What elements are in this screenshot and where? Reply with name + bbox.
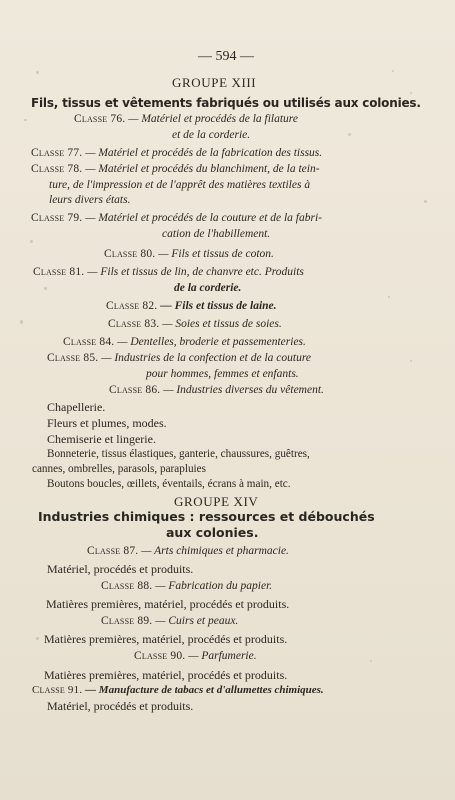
classe-90-entry bbox=[134, 651, 257, 663]
classe-label: Classe 78. bbox=[31, 163, 83, 175]
classe-label: Classe 91. bbox=[32, 684, 83, 696]
list-item: Fleurs et plumes, modes. bbox=[47, 416, 167, 430]
classe-label: Classe 76. bbox=[74, 113, 126, 125]
classe-91-entry bbox=[32, 685, 324, 696]
classe-text: — Matériel et procédés du blanchiment, de la tein- bbox=[85, 163, 320, 175]
classe-label: Classe 79. bbox=[31, 212, 83, 224]
paper-speck bbox=[370, 660, 372, 662]
classe-88-entry bbox=[101, 581, 272, 593]
classe-87-sub: Matériel, procédés et produits. bbox=[47, 562, 194, 576]
classe-76-cont: et de la corderie. bbox=[172, 129, 251, 141]
classe-text: — Matériel et procédés de la fabrication des tissus. bbox=[85, 147, 323, 159]
classe-86-entry bbox=[109, 385, 324, 397]
classe-89-entry bbox=[101, 616, 238, 628]
classe-label: Classe 80. bbox=[104, 248, 156, 260]
classe-label: Classe 77. bbox=[31, 147, 83, 159]
classe-text: — Matériel et procédés de la couture et de la fabri- bbox=[85, 212, 323, 224]
groupe-13-title: GROUPE XIII bbox=[172, 75, 257, 90]
paper-speck bbox=[44, 287, 47, 290]
list-item: Chemiserie et lingerie. bbox=[47, 432, 156, 446]
classe-84-entry bbox=[63, 337, 306, 349]
groupe-14-heading-line2: aux colonies. bbox=[166, 525, 259, 540]
classe-87-entry bbox=[87, 546, 289, 558]
list-item: Boutons boucles, œillets, éventails, écrans à main, etc. bbox=[47, 478, 291, 490]
classe-80-entry bbox=[104, 249, 274, 261]
classe-79-cont: cation de l'habillement. bbox=[162, 228, 271, 240]
paper-speck bbox=[36, 637, 39, 640]
list-item: cannes, ombrelles, parasols, parapluies bbox=[32, 463, 206, 475]
paper-speck bbox=[20, 320, 23, 324]
classe-76-entry bbox=[74, 114, 298, 126]
paper-speck bbox=[30, 240, 33, 243]
classe-label: Classe 88. bbox=[101, 580, 153, 592]
classe-text: — Arts chimiques et pharmacie. bbox=[141, 545, 289, 557]
groupe-14-title: GROUPE XIV bbox=[174, 494, 259, 509]
classe-label: Classe 87. bbox=[87, 545, 139, 557]
classe-78-entry bbox=[31, 164, 320, 176]
groupe-14-heading-line1: Industries chimiques : ressources et débouchés bbox=[38, 509, 375, 524]
classe-text: — Industries de la confection et de la couture bbox=[101, 352, 311, 364]
paper-speck bbox=[410, 360, 412, 362]
paper-speck bbox=[392, 70, 394, 72]
classe-text: — Soies et tissus de soies. bbox=[162, 318, 282, 330]
classe-77-entry bbox=[31, 148, 322, 160]
classe-label: Classe 86. bbox=[109, 384, 161, 396]
classe-text: — Industries diverses du vêtement. bbox=[163, 384, 324, 396]
classe-label: Classe 82. bbox=[106, 300, 158, 312]
classe-text: — Matériel et procédés de la filature bbox=[128, 113, 298, 125]
paper-speck bbox=[410, 92, 412, 94]
classe-text: — Manufacture de tabacs et d'allumettes chimiques. bbox=[85, 684, 324, 696]
paper-speck bbox=[388, 296, 390, 298]
classe-text: — Fils et tissus de laine. bbox=[160, 300, 277, 312]
classe-78-cont: ture, de l'impression et de l'apprêt des matières textiles à bbox=[49, 179, 311, 191]
paper-speck bbox=[24, 119, 27, 121]
classe-label: Classe 89. bbox=[101, 615, 153, 627]
list-item: Bonneterie, tissus élastiques, ganterie, chaussures, guêtres, bbox=[47, 448, 310, 460]
classe-79-entry bbox=[31, 213, 322, 225]
paper-speck bbox=[36, 71, 39, 74]
classe-88-sub: Matières premières, matériel, procédés et produits. bbox=[46, 597, 290, 611]
classe-text: — Cuirs et peaux. bbox=[155, 615, 239, 627]
classe-label: Classe 83. bbox=[108, 318, 160, 330]
classe-text: — Parfumerie. bbox=[188, 650, 257, 662]
classe-text: — Fils et tissus de coton. bbox=[158, 248, 274, 260]
classe-label: Classe 84. bbox=[63, 336, 115, 348]
classe-81-entry bbox=[33, 267, 304, 279]
classe-label: Classe 81. bbox=[33, 266, 85, 278]
paper-speck bbox=[348, 133, 351, 136]
classe-text: — Dentelles, broderie et passementeries. bbox=[117, 336, 306, 348]
classe-85-entry bbox=[47, 353, 311, 365]
classe-83-entry bbox=[108, 319, 282, 331]
page-number: — 594 — bbox=[198, 49, 254, 64]
classe-label: Classe 85. bbox=[47, 352, 99, 364]
classe-text: — Fils et tissus de lin, de chanvre etc. Produits bbox=[87, 266, 304, 278]
paper-speck bbox=[424, 200, 427, 203]
classe-label: Classe 90. bbox=[134, 650, 186, 662]
classe-85-cont: pour hommes, femmes et enfants. bbox=[146, 368, 299, 380]
classe-91-sub: Matériel, procédés et produits. bbox=[47, 699, 194, 713]
classe-82-entry bbox=[106, 301, 277, 313]
classe-81-cont: de la corderie. bbox=[174, 282, 242, 294]
classe-text: — Fabrication du papier. bbox=[155, 580, 273, 592]
list-item: Chapellerie. bbox=[47, 400, 106, 414]
classe-89-sub: Matières premières, matériel, procédés et produits. bbox=[44, 632, 288, 646]
classe-90-sub: Matières premières, matériel, procédés et produits. bbox=[44, 668, 288, 682]
classe-78-cont2: leurs divers états. bbox=[49, 194, 131, 206]
groupe-13-heading: Fils, tissus et vêtements fabriqués ou utilisés aux colonies. bbox=[31, 96, 421, 110]
